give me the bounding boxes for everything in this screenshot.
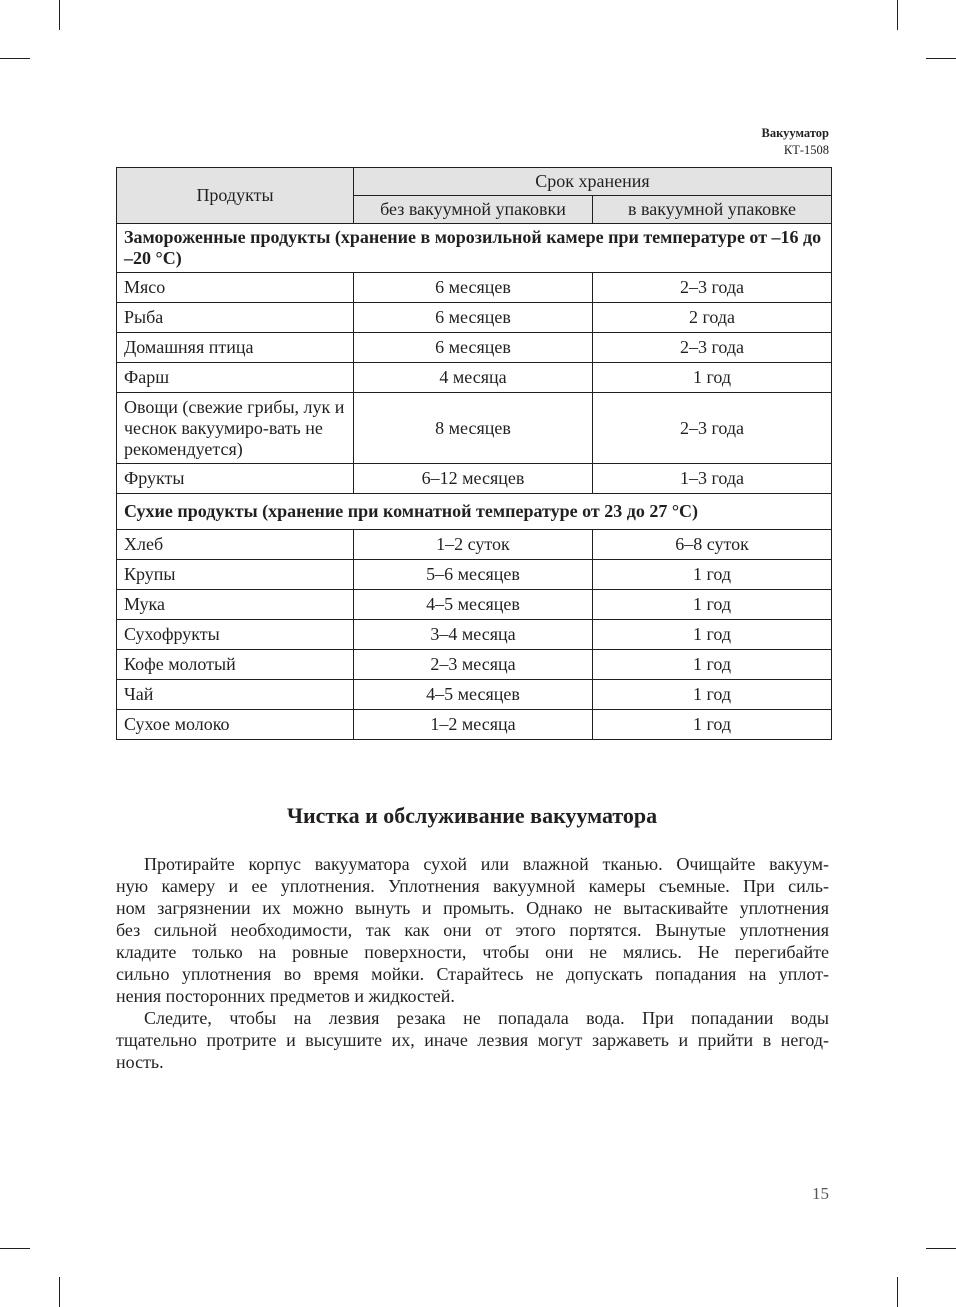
text-line: Следите, чтобы на лезвия резака не попадала вода. При попадании воды <box>144 1008 829 1028</box>
without-vacuum-cell: 3–4 месяца <box>354 620 593 650</box>
storage-table <box>116 167 832 740</box>
section-heading: Замороженные продукты (хранение в морозильной камере при температуре от –16 до –20 °С) <box>117 224 832 273</box>
without-vacuum-cell: 6 месяцев <box>354 273 593 303</box>
product-cell: Сухофрукты <box>117 620 354 650</box>
text-line: ность. <box>116 1052 164 1072</box>
table-section-row <box>117 224 832 273</box>
without-vacuum-cell: 4–5 месяцев <box>354 590 593 620</box>
crop-mark <box>926 1248 956 1249</box>
without-vacuum-cell: 6–12 месяцев <box>354 464 593 494</box>
without-vacuum-cell: 4 месяца <box>354 363 593 393</box>
section-heading: Сухие продукты (хранение при комнатной температуре от 23 до 27 °С) <box>117 494 832 530</box>
table-row <box>117 650 832 680</box>
text-line: Протирайте корпус вакууматора сухой или влажной тканью. Очищайте вакуум- <box>144 854 829 874</box>
table-row <box>117 530 832 560</box>
table-row <box>117 273 832 303</box>
product-cell: Кофе молотый <box>117 650 354 680</box>
with-vacuum-cell: 1 год <box>593 650 832 680</box>
table-row <box>117 333 832 363</box>
col-with-header: в вакуумной упаковке <box>593 196 832 224</box>
product-cell: Фарш <box>117 363 354 393</box>
with-vacuum-cell: 1 год <box>593 560 832 590</box>
product-cell: Овощи (свежие грибы, лук и чеснок вакуумиро-вать не рекомендуется) <box>117 393 354 464</box>
crop-mark <box>897 0 898 30</box>
without-vacuum-cell: 2–3 месяца <box>354 650 593 680</box>
product-cell: Хлеб <box>117 530 354 560</box>
with-vacuum-cell: 1 год <box>593 590 832 620</box>
col-without-header: без вакуумной упаковки <box>354 196 593 224</box>
running-header <box>762 125 829 159</box>
product-cell: Чай <box>117 680 354 710</box>
text-line: сильно уплотнения во время мойки. Старайтесь не допускать попадания на уплот- <box>116 964 829 984</box>
col-storage-header: Срок хранения <box>354 168 832 196</box>
crop-mark <box>0 58 30 59</box>
text-line: ную камеру и ее уплотнения. Уплотнения вакуумной камеры съемные. При силь- <box>116 876 829 896</box>
with-vacuum-cell: 1 год <box>593 363 832 393</box>
product-cell: Крупы <box>117 560 354 590</box>
col-products-header: Продукты <box>117 168 354 224</box>
table-row <box>117 393 832 464</box>
table-row <box>117 590 832 620</box>
body-text <box>116 853 829 1073</box>
text-line: ном загрязнении их можно вынуть и промыть. Однако не вытаскивайте уплотнения <box>116 898 829 918</box>
header-product: Вакууматор <box>761 126 829 140</box>
text-line: без сильной необходимости, так как они от этого портятся. Вынутые уплотнения <box>116 920 829 940</box>
without-vacuum-cell: 1–2 месяца <box>354 710 593 740</box>
table-row <box>117 680 832 710</box>
header-model: КТ-1508 <box>783 143 829 157</box>
product-cell: Домашняя птица <box>117 333 354 363</box>
page-number: 15 <box>812 1184 829 1203</box>
text-line: тщательно протрите и высушите их, иначе лезвия могут заржаветь и прийти в негод- <box>116 1030 829 1050</box>
product-cell: Сухое молоко <box>117 710 354 740</box>
with-vacuum-cell: 1–3 года <box>593 464 832 494</box>
with-vacuum-cell: 2 года <box>593 303 832 333</box>
table-header-row <box>117 168 832 196</box>
table-row <box>117 303 832 333</box>
crop-mark <box>897 1277 898 1307</box>
table-row <box>117 620 832 650</box>
table-row <box>117 464 832 494</box>
section-title: Чистка и обслуживание вакууматора <box>286 803 658 828</box>
with-vacuum-cell: 1 год <box>593 710 832 740</box>
crop-mark <box>0 1248 30 1249</box>
product-cell: Мясо <box>117 273 354 303</box>
with-vacuum-cell: 6–8 суток <box>593 530 832 560</box>
table-row <box>117 710 832 740</box>
text-line: нения посторонних предметов и жидкостей. <box>116 986 455 1006</box>
product-cell: Мука <box>117 590 354 620</box>
without-vacuum-cell: 1–2 суток <box>354 530 593 560</box>
with-vacuum-cell: 1 год <box>593 620 832 650</box>
without-vacuum-cell: 8 месяцев <box>354 393 593 464</box>
with-vacuum-cell: 2–3 года <box>593 273 832 303</box>
without-vacuum-cell: 6 месяцев <box>354 303 593 333</box>
with-vacuum-cell: 2–3 года <box>593 393 832 464</box>
table-row <box>117 560 832 590</box>
table-row <box>117 363 832 393</box>
with-vacuum-cell: 2–3 года <box>593 333 832 363</box>
table-section-row <box>117 494 832 530</box>
product-cell: Рыба <box>117 303 354 333</box>
text-line: кладите только на ровные поверхности, чтобы они не мялись. Не перегибайте <box>116 942 829 962</box>
crop-mark <box>926 58 956 59</box>
without-vacuum-cell: 5–6 месяцев <box>354 560 593 590</box>
crop-mark <box>59 0 60 30</box>
without-vacuum-cell: 6 месяцев <box>354 333 593 363</box>
crop-mark <box>59 1277 60 1307</box>
product-cell: Фрукты <box>117 464 354 494</box>
with-vacuum-cell: 1 год <box>593 680 832 710</box>
without-vacuum-cell: 4–5 месяцев <box>354 680 593 710</box>
